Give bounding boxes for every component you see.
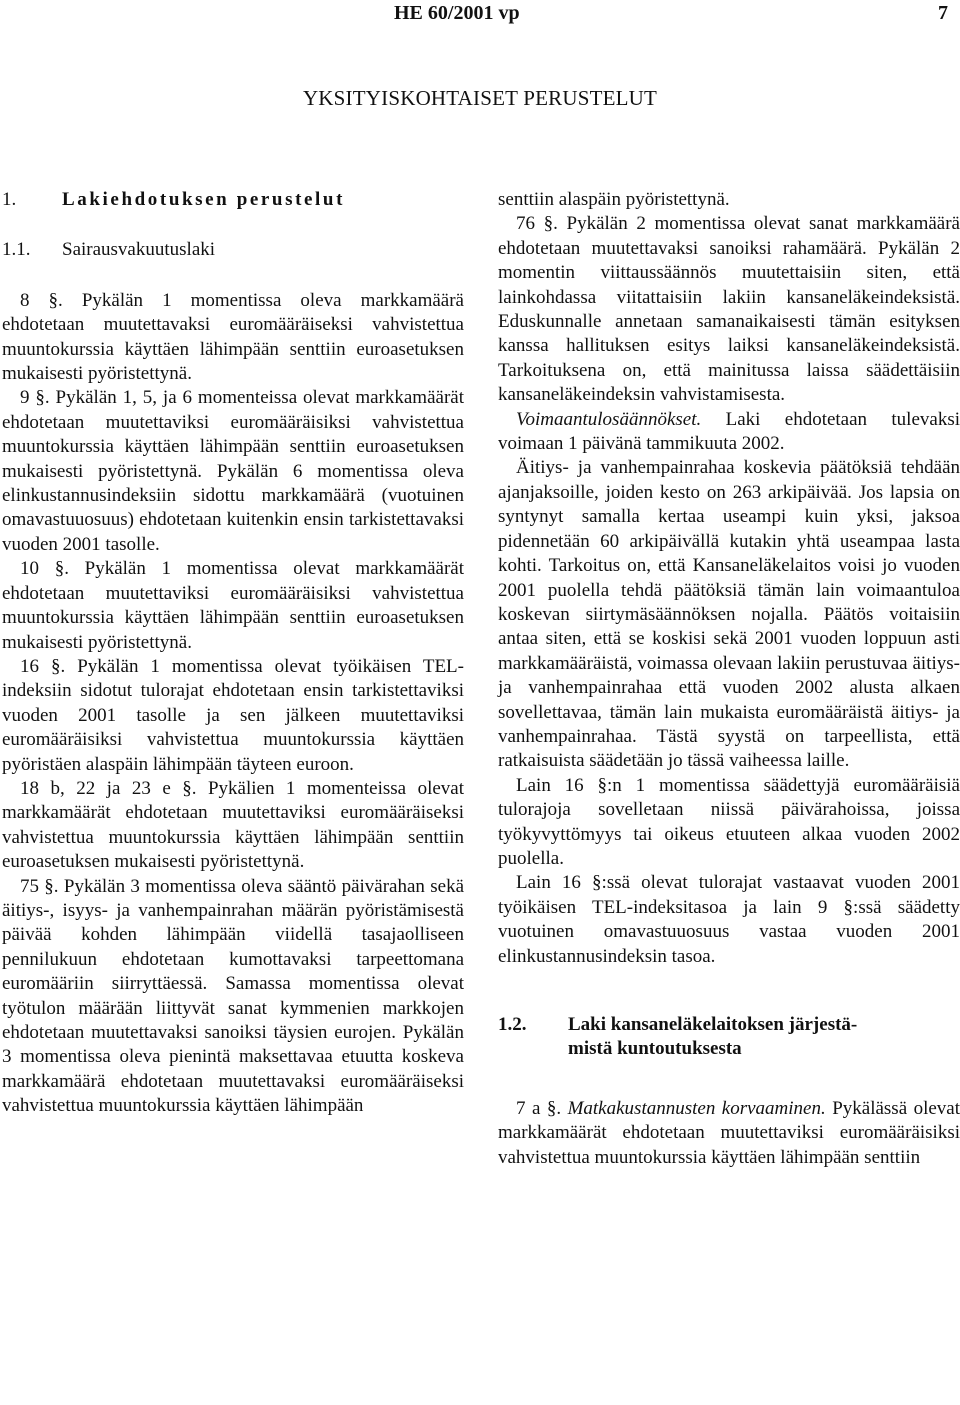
page-number: 7 bbox=[938, 2, 948, 24]
section-heading-1-1 bbox=[2, 238, 464, 262]
section-title bbox=[568, 1013, 857, 1061]
paragraph-16-index-level: Lain 16 §:ssä olevat tulorajat vastaavat vuoden 2001 työikäisen TEL-indeksitasoa ja lain 9 §:ssä säädetty vuotuinen omavastuuosuus vastaa vuoden 2001 elinkustannusindeksin tasoa. bbox=[498, 872, 960, 967]
paragraph-18b: 18 b, 22 ja 23 e §. Pykälien 1 momenteissa olevat markkamäärät ehdotetaan muutettaviksi euromääräiseksi vahvistettua muuntokurssia käyttäen lähimpään senttiin euroasetuksen mukaisesti pyöristettynä. bbox=[2, 777, 464, 873]
section-number: 1. bbox=[2, 189, 17, 210]
paragraph-76: 76 §. Pykälän 2 momentissa olevat sanat markkamäärä ehdotetaan muutettavaksi sanoiksi rahamäärä. Pykälän 2 momentin viittaussäännös muutettaisiin siten, että lainkohdassa viitattaisiin lakiin kansaneläkeindeksistä. Eduskunnalle annetaan samanaikaisesti tämän esityksen kanssa hallituksen esitys laiksi kansaneläkeindeksistä. Tarkoituksena on, että mainitussa laissa säädettäisiin kansaneläkeindeksin vahvistamisesta. bbox=[498, 213, 960, 406]
entry-into-force-text: Laki ehdotetaan tulevaksi voimaan 1 päivänä tammikuuta 2002. bbox=[498, 408, 960, 455]
paragraph-75-continuation: senttiin alaspäin pyöristettynä. bbox=[498, 189, 730, 210]
paragraph-8: 8 §. Pykälän 1 momentissa oleva markkamäärä ehdotetaan muutettavaksi euromääräiseksi vahvistettua muuntokurssia käyttäen lähimpään senttiin euroasetuksen mukaisesti pyöristettynä. bbox=[2, 289, 464, 385]
paragraph-16-income-limits: Lain 16 §:n 1 momentissa säädettyjä euromääräisiä tulorajoja sovelletaan niissä päivärahoissa, joissa työkyvyttömyys tai oikeus etuuteen alkaa vuoden 2002 puolella. bbox=[498, 774, 960, 869]
paragraph-7a-title: Matkakustannusten korvaaminen. bbox=[567, 1098, 826, 1119]
section-title-line1: Laki kansaneläkelaitoksen järjestä- bbox=[568, 1014, 858, 1035]
section-title: Sairausvakuutuslaki bbox=[62, 239, 216, 261]
section-heading-1 bbox=[2, 188, 464, 212]
paragraph-7a bbox=[498, 1097, 960, 1170]
paragraph-maternity: Äitiys- ja vanhempainrahaa koskevia päätöksiä tehdään ajanjaksoille, joiden kesto on 263 arkipäivää. Jos lapsia on syntynyt samalla kertaa useampi kuin yksi, jaksoa pidennetään 60 arkipäivällä kutakin yhtä useampaa lasta kohti. Tarkoitus on, että Kansaneläkelaitos voisi jo vuoden 2001 puolella tehdä päätöksiä tämän lain voimaantuloa koskevan siirtymäsäännöksen nojalla. Päätös voitaisiin antaa siten, että se koskisi sekä 2001 vuoden loppuun asti markkamääräistä, voimassa olevaan lakiin perustuvaa äitiys- ja vanhempainrahaa että vuoden 2002 alusta alkaen sovellettavaa, tämän lain mukaista euromääräistä äitiys- ja vanhempainrahaa. Tästä syystä on tarpeellista, että ratkaisuista säädetään jo tässä vaiheessa laille. bbox=[498, 457, 960, 772]
page-header bbox=[0, 0, 960, 30]
section-number: 1.1. bbox=[2, 239, 31, 261]
left-column bbox=[2, 188, 464, 1119]
paragraph-9: 9 §. Pykälän 1, 5, ja 6 momenteissa olevat markkamäärät ehdotetaan muutettaviksi euromääräisiksi vahvistettua muuntokurssia käyttäen lähimpään senttiin euroasetuksen mukaisesti pyöristettynä. Pykälän 6 momentissa oleva elinkustannusindeksiin sidottu markkamäärä (vuotuinen omavastuuosuus) ehdotetaan kuitenkin ensin tarkistettavaksi vuoden 2001 tasolle. bbox=[2, 387, 464, 555]
section-title-line2: mistä kuntoutuksesta bbox=[568, 1038, 742, 1059]
entry-into-force-label: Voimaantulosäännökset. bbox=[516, 408, 702, 430]
paragraph-75: 75 §. Pykälän 3 momentissa oleva sääntö päivärahan sekä äitiys-, isyys- ja vanhempainrahan määrän pyöristämisestä päivää kohden lähimpään viidellä tasajaolliseen pennilukuun ehdotetaan kumottavaksi tarpeettomana euromääriin siirryttäessä. Samassa momentissa olevat työtulon määrään liittyvät sanat kymmenien markkojen ehdotetaan muutettavaksi sanoiksi täysien eurojen. Pykälän 3 momentissa oleva pienintä maksettavaa etuutta koskeva markkamäärä ehdotetaan muutettavaksi euromääräiseksi vahvistettua muuntokurssia käyttäen lähimpään bbox=[2, 875, 464, 1117]
paragraph-entry-into-force bbox=[498, 408, 960, 457]
paragraph-7a-text: Pykälässä olevat markkamäärät ehdotetaan muutettaviksi euromääräisiksi vahvistettua muuntokurssia käyttäen lähimpään senttiin bbox=[498, 1098, 960, 1168]
section-heading-1-2 bbox=[498, 1013, 960, 1061]
page-title: YKSITYISKOHTAISET PERUSTELUT bbox=[302, 86, 658, 110]
document-id: HE 60/2001 vp bbox=[394, 2, 520, 24]
right-column bbox=[498, 188, 960, 1170]
section-title: Lakiehdotuksen perustelut bbox=[62, 189, 346, 210]
paragraph-10: 10 §. Pykälän 1 momentissa olevat markkamäärät ehdotetaan muutettaviksi euromääräisiksi vahvistettua muuntokurssia käyttäen lähimpään senttiin euroasetuksen mukaisesti pyöristettynä. bbox=[2, 558, 464, 653]
section-number: 1.2. bbox=[498, 1014, 527, 1035]
paragraph-7a-label: 7 a §. bbox=[516, 1098, 562, 1119]
paragraph-16: 16 §. Pykälän 1 momentissa olevat työikäisen TEL-indeksiin sidotut tulorajat ehdotetaan ensin tarkistettaviksi vuoden 2001 tasolle ja sen jälkeen muutettaviksi euromääräisiksi vahvistettua muuntokurssia käyttäen pyöristäen alaspäin lähimpään täyteen euroon. bbox=[2, 655, 464, 775]
